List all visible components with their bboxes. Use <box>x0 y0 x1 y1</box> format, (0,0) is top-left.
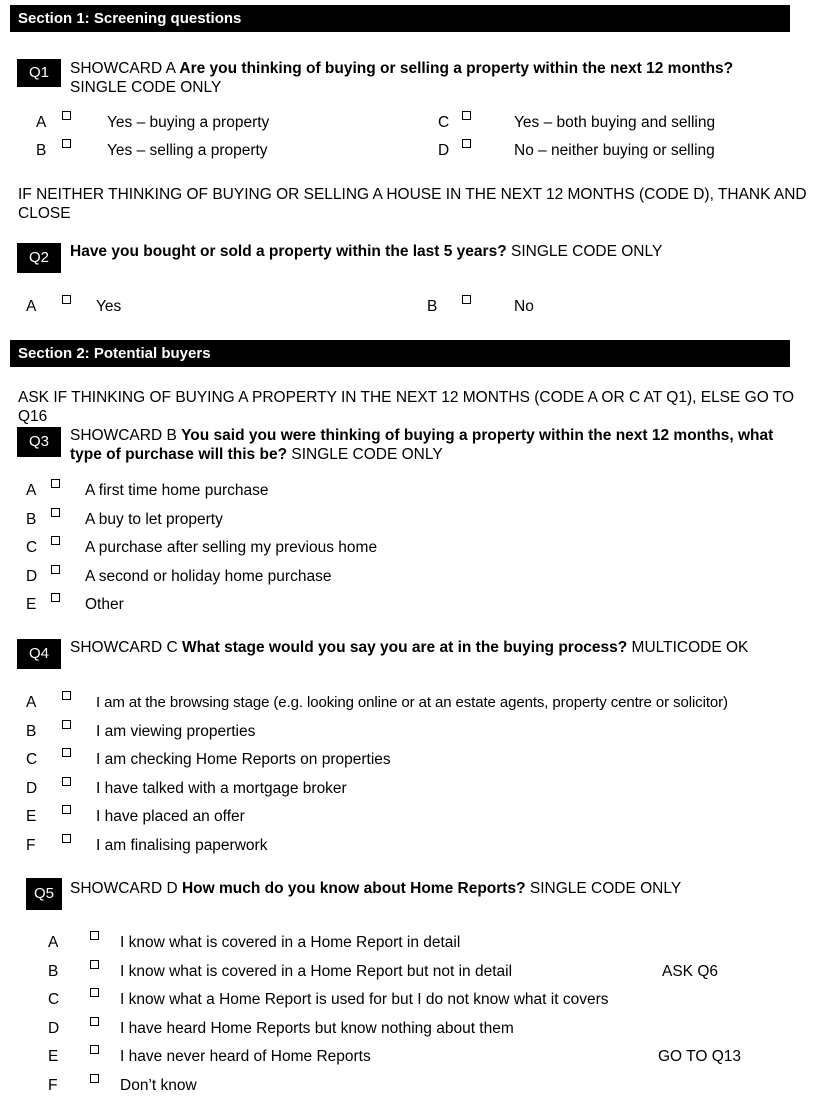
q1-option-checkbox[interactable] <box>62 111 71 120</box>
q5-prefix: SHOWCARD D <box>70 880 182 897</box>
q1-option-label: No – neither buying or selling <box>514 142 715 159</box>
q5-option-code: F <box>48 1077 58 1094</box>
q5-option-label: I have never heard of Home Reports <box>120 1048 371 1065</box>
q4-option-label: I am finalising paperwork <box>96 837 268 854</box>
instruction-close: IF NEITHER THINKING OF BUYING OR SELLING A HOUSE IN THE NEXT 12 MONTHS (CODE D), THANK AND CLOSE <box>18 186 807 222</box>
q1-option-code: C <box>438 114 450 131</box>
q3-suffix: SINGLE CODE ONLY <box>287 446 443 463</box>
q5-option-checkbox[interactable] <box>90 1045 99 1054</box>
q3-prefix: SHOWCARD B <box>70 427 182 444</box>
q5-option-label: Don’t know <box>120 1077 197 1094</box>
q3-option-checkbox[interactable] <box>51 536 60 545</box>
q4-option-checkbox[interactable] <box>62 720 71 729</box>
q2-option-checkbox[interactable] <box>462 295 471 304</box>
q4-option-code: A <box>26 694 37 711</box>
q3-option-checkbox[interactable] <box>51 593 60 602</box>
q4-option-label: I am at the browsing stage (e.g. looking online or at an estate agents, property centre or solicitor) <box>96 694 728 711</box>
q4-prefix: SHOWCARD C <box>70 639 182 656</box>
q5-suffix: SINGLE CODE ONLY <box>525 880 682 897</box>
q2-option-label: Yes <box>96 298 122 315</box>
q1-option-label: Yes – buying a property <box>107 114 270 131</box>
q5-routing-ask-q6: ASK Q6 <box>662 963 718 980</box>
q4-option-checkbox[interactable] <box>62 748 71 757</box>
q2-option-checkbox[interactable] <box>62 295 71 304</box>
q3-option-code: A <box>26 482 37 499</box>
q1-option-label: Yes – selling a property <box>107 142 268 159</box>
q1-option-code: A <box>36 114 47 131</box>
q5-option-code: E <box>48 1048 59 1065</box>
q3-question <box>70 426 785 464</box>
q4-option-checkbox[interactable] <box>62 691 71 700</box>
q5-question <box>70 879 785 898</box>
q4-option-label: I have talked with a mortgage broker <box>96 780 347 797</box>
instruction-routing: ASK IF THINKING OF BUYING A PROPERTY IN THE NEXT 12 MONTHS (CODE A OR C AT Q1), ELSE GO TO Q16 <box>18 389 795 425</box>
q2-suffix: SINGLE CODE ONLY <box>506 243 663 260</box>
q4-option-code: F <box>26 837 36 854</box>
q2-option-code: A <box>26 298 37 315</box>
q5-option-code: D <box>48 1020 60 1037</box>
q4-option-label: I have placed an offer <box>96 808 245 825</box>
q4-number-badge: Q4 <box>17 639 61 669</box>
q5-option-checkbox[interactable] <box>90 960 99 969</box>
q1-option-label: Yes – both buying and selling <box>514 114 716 131</box>
q1-option-code: B <box>36 142 47 159</box>
q5-option-checkbox[interactable] <box>90 988 99 997</box>
q2-option-label: No <box>514 298 534 315</box>
q4-option-code: C <box>26 751 38 768</box>
q5-option-label: I have heard Home Reports but know nothing about them <box>120 1020 514 1037</box>
q1-suffix: SINGLE CODE ONLY <box>70 79 222 96</box>
q1-option-checkbox[interactable] <box>462 111 471 120</box>
q3-option-label: A buy to let property <box>85 511 223 528</box>
q4-option-code: D <box>26 780 38 797</box>
q5-option-checkbox[interactable] <box>90 931 99 940</box>
q3-option-code: D <box>26 568 38 585</box>
q4-option-code: B <box>26 723 37 740</box>
q5-option-label: I know what a Home Report is used for but I do not know what it covers <box>120 991 609 1008</box>
q3-question-text: You said you were thinking of buying a property within the next 12 months, what type of purchase will this be? <box>70 427 774 463</box>
q5-option-code: C <box>48 991 60 1008</box>
q3-option-label: A first time home purchase <box>85 482 269 499</box>
q3-option-code: B <box>26 511 37 528</box>
q5-option-checkbox[interactable] <box>90 1074 99 1083</box>
q1-option-checkbox[interactable] <box>462 139 471 148</box>
q3-option-code: C <box>26 539 38 556</box>
q1-question <box>70 59 785 97</box>
q3-option-checkbox[interactable] <box>51 565 60 574</box>
q4-option-code: E <box>26 808 37 825</box>
q4-option-checkbox[interactable] <box>62 777 71 786</box>
q4-option-label: I am checking Home Reports on properties <box>96 751 391 768</box>
q5-question-text: How much do you know about Home Reports? <box>181 880 526 897</box>
q5-option-checkbox[interactable] <box>90 1017 99 1026</box>
q2-question-text: Have you bought or sold a property within the last 5 years? <box>70 243 507 260</box>
q3-number-badge: Q3 <box>17 427 61 457</box>
q3-option-checkbox[interactable] <box>51 508 60 517</box>
q5-routing-go-to-q13: GO TO Q13 <box>658 1048 741 1065</box>
q1-prefix: SHOWCARD A <box>70 60 180 77</box>
q5-option-code: A <box>48 934 59 951</box>
q2-option-code: B <box>427 298 438 315</box>
q5-option-code: B <box>48 963 59 980</box>
q4-question-text: What stage would you say you are at in the buying process? <box>181 639 628 656</box>
q1-question-text: Are you thinking of buying or selling a property within the next 12 months? <box>179 60 734 77</box>
section-1-header: Section 1: Screening questions <box>10 5 790 32</box>
q5-option-label: I know what is covered in a Home Report in detail <box>120 934 461 951</box>
q4-suffix: MULTICODE OK <box>627 639 749 656</box>
q4-question <box>70 638 785 657</box>
q1-number-badge: Q1 <box>17 59 61 87</box>
q3-option-code: E <box>26 596 37 613</box>
q1-option-code: D <box>438 142 450 159</box>
q3-option-label: Other <box>85 596 124 613</box>
q1-option-checkbox[interactable] <box>62 139 71 148</box>
q3-option-label: A purchase after selling my previous home <box>85 539 378 556</box>
q2-number-badge: Q2 <box>17 243 61 273</box>
q5-option-label: I know what is covered in a Home Report but not in detail <box>120 963 513 980</box>
q2-question <box>70 242 785 261</box>
q3-option-checkbox[interactable] <box>51 479 60 488</box>
q4-option-checkbox[interactable] <box>62 834 71 843</box>
q5-number-badge: Q5 <box>26 878 62 910</box>
section-2-header: Section 2: Potential buyers <box>10 340 790 367</box>
q4-option-checkbox[interactable] <box>62 805 71 814</box>
q3-option-label: A second or holiday home purchase <box>85 568 332 585</box>
q4-option-label: I am viewing properties <box>96 723 256 740</box>
